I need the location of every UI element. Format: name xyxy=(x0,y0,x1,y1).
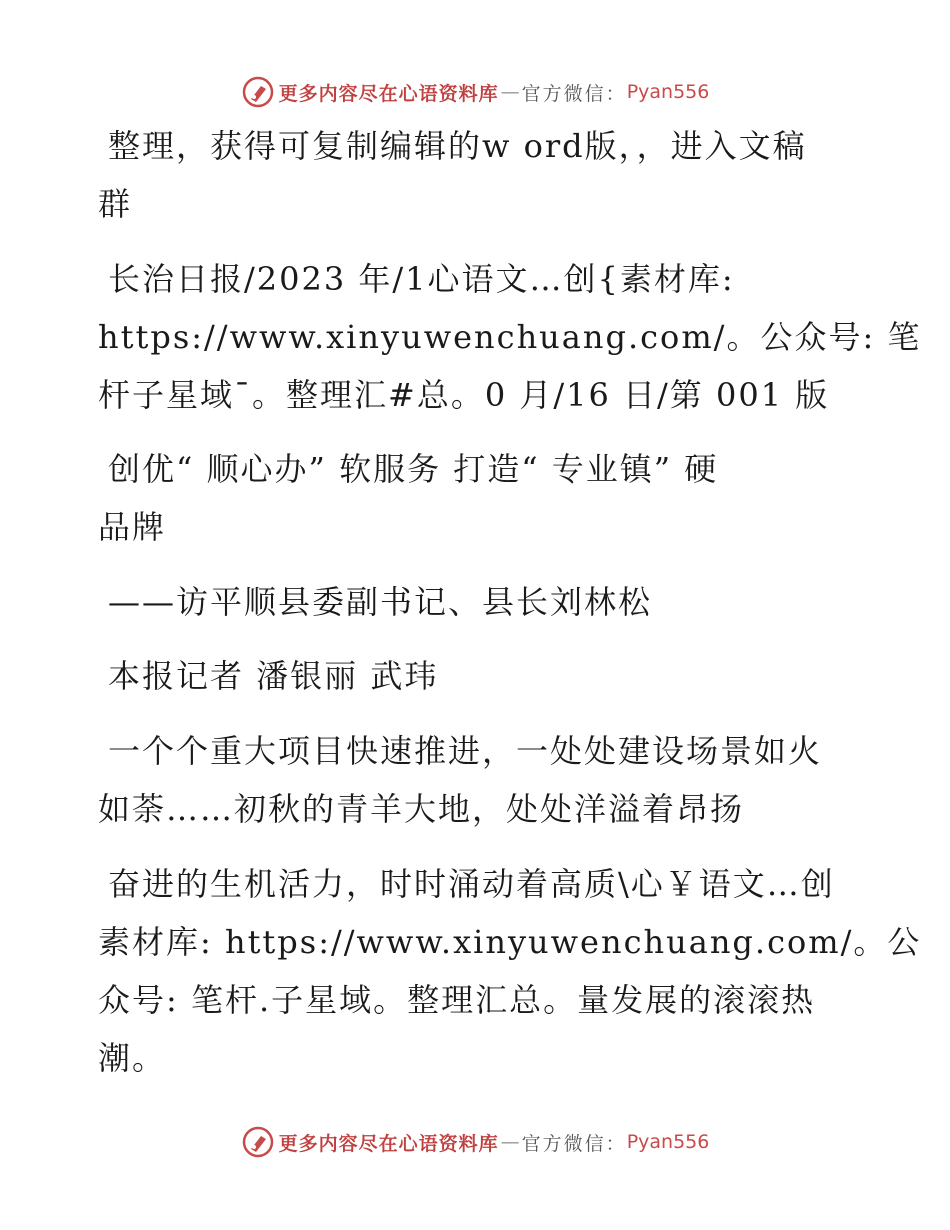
text-line: 如荼……初秋的青羊大地，处处洋溢着昂扬 xyxy=(98,790,745,828)
banner-wechat-label: 官方微信： xyxy=(521,1132,627,1155)
text-line: 素材库: https://www.xinyuwenchuang.com/。公 xyxy=(98,923,922,961)
text-line: 一个个重大项目快速推进，一处处建设场景如火 xyxy=(108,732,823,770)
text-line: 本报记者 潘银丽 武玮 xyxy=(108,657,439,695)
banner-dash: — xyxy=(500,81,520,103)
body-paragraph-1 xyxy=(98,722,858,838)
text-line: 品牌 xyxy=(98,508,167,546)
banner-wechat-id: Pyan556 xyxy=(626,81,710,103)
banner-brand: 更多内容尽在心语资料库 xyxy=(278,82,499,105)
text-line: 杆子星域¯。整理汇#总。0 月/16 日/第 001 版 xyxy=(98,376,830,414)
body-paragraph-2 xyxy=(98,855,922,1087)
text-line: 整理，获得可复制编辑的w ord版，，进入文稿 xyxy=(108,127,807,165)
banner-dash: — xyxy=(500,1131,520,1153)
footer-banner xyxy=(0,1122,950,1162)
pen-nib-logo-icon xyxy=(241,1125,275,1159)
article-headline xyxy=(98,440,858,556)
pen-nib-logo-icon xyxy=(241,75,275,109)
banner-wechat-label: 官方微信： xyxy=(521,82,627,105)
text-line: ——访平顺县委副书记、县长刘林松 xyxy=(108,583,653,621)
paragraph-intro xyxy=(98,117,858,233)
banner-brand: 更多内容尽在心语资料库 xyxy=(278,1132,499,1155)
text-line: 创优“ 顺心办” 软服务 打造“ 专业镇” 硬 xyxy=(108,450,719,488)
banner-wechat-id: Pyan556 xyxy=(626,1131,710,1153)
article-subtitle xyxy=(98,573,858,631)
text-line: 长治日报/2023 年/1心语文…创{素材库: xyxy=(108,260,735,298)
text-line: 群 xyxy=(98,185,133,223)
text-line: 奋进的生机活力，时时涌动着高质\心￥语文…创 xyxy=(108,865,835,903)
paragraph-source xyxy=(98,250,922,424)
text-line: 众号: 笔杆.子星域。整理汇总。量发展的滚滚热 xyxy=(98,981,816,1019)
header-banner xyxy=(0,72,950,112)
text-line: 潮。 xyxy=(98,1039,167,1077)
article-byline xyxy=(98,647,858,705)
text-line: https://www.xinyuwenchuang.com/。公众号: 笔 xyxy=(98,318,922,356)
